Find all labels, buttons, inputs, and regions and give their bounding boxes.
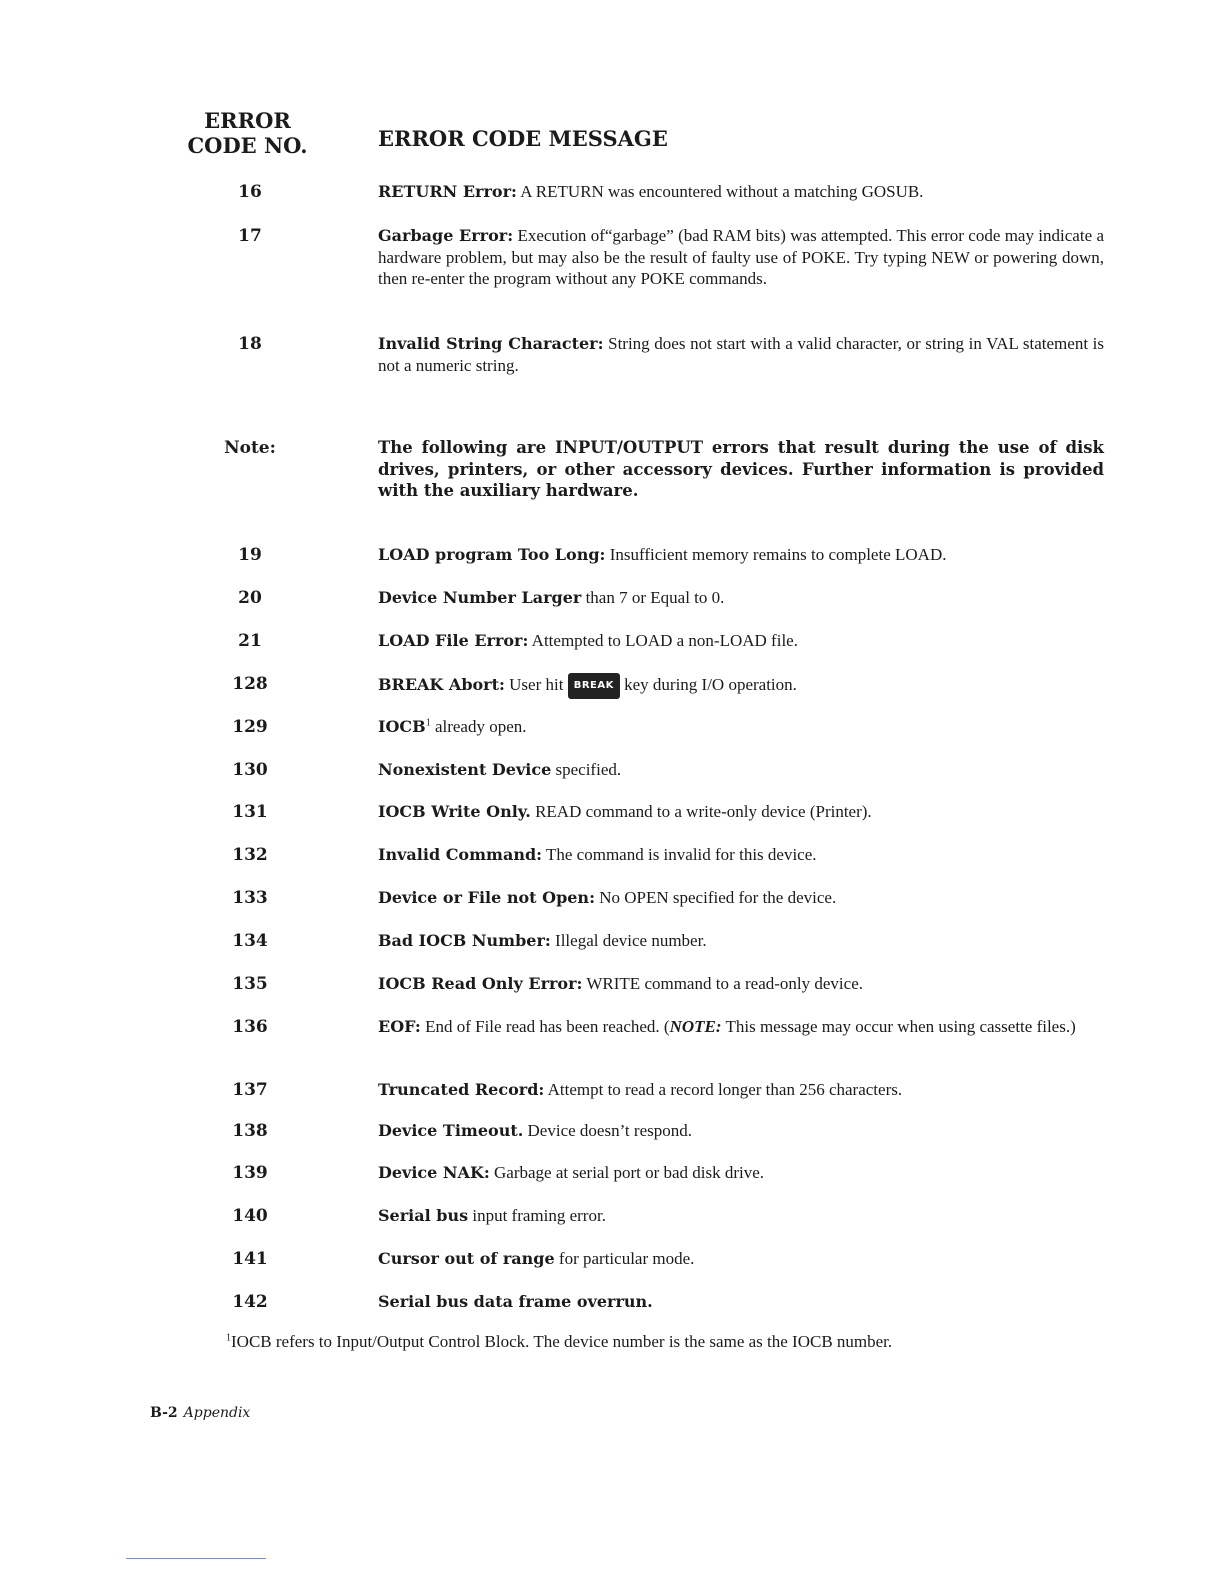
error-code: 20 — [238, 588, 262, 608]
footnote-marker: 1 — [425, 717, 431, 729]
error-message — [378, 1248, 1104, 1270]
bottom-rule — [126, 1558, 266, 1559]
error-message — [378, 716, 1104, 738]
error-message-column-header: ERROR CODE MESSAGE — [378, 126, 668, 151]
error-term: Cursor out of range — [378, 1249, 555, 1268]
error-code: 129 — [232, 717, 268, 737]
error-code: 140 — [232, 1206, 268, 1226]
error-message — [378, 930, 1104, 952]
error-text: specified. — [551, 760, 622, 779]
error-term: RETURN Error: — [378, 182, 517, 201]
error-term: LOAD File Error: — [378, 631, 529, 650]
error-text: Device doesn’t respond. — [523, 1121, 692, 1140]
error-code: 136 — [232, 1017, 268, 1037]
error-message — [378, 1016, 1104, 1038]
error-text: WRITE command to a read-only device. — [582, 974, 863, 993]
error-term: Invalid Command: — [378, 845, 543, 864]
error-message — [378, 333, 1104, 376]
error-code: 128 — [232, 674, 268, 694]
error-term: Nonexistent Device — [378, 760, 552, 779]
error-code: 21 — [238, 631, 262, 651]
error-message — [378, 973, 1104, 995]
error-term: Device NAK: — [378, 1163, 490, 1182]
page-number: B-2 — [150, 1405, 178, 1421]
error-term: Garbage Error: — [378, 226, 514, 245]
error-term: Serial bus data frame overrun. — [378, 1292, 653, 1311]
error-text: Insufficient memory remains to complete LOAD. — [605, 545, 947, 564]
error-message — [378, 673, 1104, 699]
error-message — [378, 225, 1104, 290]
note-text: The following are INPUT/OUTPUT errors that result during the use of disk drives, printers, or other accessory devices. Further information is provided with the auxiliary hardware. — [378, 438, 1104, 500]
error-message — [378, 1291, 1104, 1313]
error-term: EOF: — [378, 1017, 421, 1036]
error-text: This message may occur when using cassette files.) — [721, 1017, 1076, 1036]
error-term: IOCB — [378, 717, 426, 736]
error-code: 134 — [232, 931, 268, 951]
error-text: Garbage at serial port or bad disk drive. — [489, 1163, 765, 1182]
error-text: READ command to a write-only device (Printer). — [530, 802, 872, 821]
break-key-icon: BREAK — [568, 673, 620, 699]
error-code: 137 — [232, 1080, 268, 1100]
error-code: 19 — [238, 545, 262, 565]
section-name: Appendix — [183, 1405, 251, 1421]
error-message — [378, 759, 1104, 781]
error-term: BREAK Abort: — [378, 675, 505, 694]
error-code: 135 — [232, 974, 268, 994]
error-message — [378, 181, 1104, 203]
error-message — [378, 1205, 1104, 1227]
error-message — [378, 801, 1104, 823]
error-message — [378, 1079, 1104, 1101]
error-term: Device or File not Open: — [378, 888, 595, 907]
error-code: 130 — [232, 760, 268, 780]
header-line-2: CODE NO. — [187, 133, 308, 158]
error-text: than 7 or Equal to 0. — [581, 588, 725, 607]
error-term: Device Timeout. — [378, 1121, 524, 1140]
error-code: 132 — [232, 845, 268, 865]
error-term: IOCB Write Only. — [378, 802, 531, 821]
error-text: for particular mode. — [554, 1249, 695, 1268]
error-term: Truncated Record: — [378, 1080, 545, 1099]
error-code: 131 — [232, 802, 268, 822]
error-message — [378, 630, 1104, 652]
error-text: Attempted to LOAD a non-LOAD file. — [528, 631, 798, 650]
error-text: already open. — [430, 717, 527, 736]
error-code: 18 — [238, 334, 262, 354]
error-term: Bad IOCB Number: — [378, 931, 551, 950]
error-message — [378, 587, 1104, 609]
error-text: Attempt to read a record longer than 256 characters. — [544, 1080, 903, 1099]
error-term: Invalid String Character: — [378, 334, 604, 353]
error-term: Device Number Larger — [378, 588, 582, 607]
error-message — [378, 1162, 1104, 1184]
error-code: 17 — [238, 226, 262, 246]
error-code: 139 — [232, 1163, 268, 1183]
error-text: The command is invalid for this device. — [542, 845, 817, 864]
error-term: Serial bus — [378, 1206, 469, 1225]
error-text: End of File read has been reached. ( — [420, 1017, 670, 1036]
header-line-1: ERROR — [204, 108, 291, 133]
error-code: 133 — [232, 888, 268, 908]
footnote-marker: 1 — [226, 1332, 231, 1344]
page-footer — [150, 1404, 250, 1422]
error-text: Execution of“garbage” (bad RAM bits) was attempted. This error code may indicate a hardware problem, but may also be the result of faulty use of POKE. Try typing NEW or powering down, then re-enter the program without any POKE commands. — [378, 226, 1104, 288]
error-term: IOCB Read Only Error: — [378, 974, 583, 993]
error-text: input framing error. — [468, 1206, 606, 1225]
error-text: Illegal device number. — [550, 931, 707, 950]
error-code: 138 — [232, 1121, 268, 1141]
footnote — [226, 1331, 1106, 1353]
error-code: 16 — [238, 182, 262, 202]
note-word: NOTE: — [669, 1017, 722, 1036]
error-code: 141 — [232, 1249, 268, 1269]
error-message — [378, 887, 1104, 909]
error-text: key during I/O operation. — [619, 675, 797, 694]
error-code: 142 — [232, 1292, 268, 1312]
error-message — [378, 1120, 1104, 1142]
error-text: A RETURN was encountered without a matching GOSUB. — [516, 182, 924, 201]
error-text: String does not start with a valid character, or string in VAL statement is not a numeric string. — [378, 334, 1105, 375]
footnote-text: IOCB refers to Input/Output Control Block. The device number is the same as the IOCB number. — [231, 1332, 893, 1351]
error-message — [378, 544, 1104, 566]
error-code-column-header — [180, 108, 315, 158]
error-text: User hit — [504, 675, 568, 694]
note-label: Note: — [224, 438, 276, 458]
error-term: LOAD program Too Long: — [378, 545, 606, 564]
error-text: No OPEN specified for the device. — [594, 888, 837, 907]
error-message — [378, 844, 1104, 866]
